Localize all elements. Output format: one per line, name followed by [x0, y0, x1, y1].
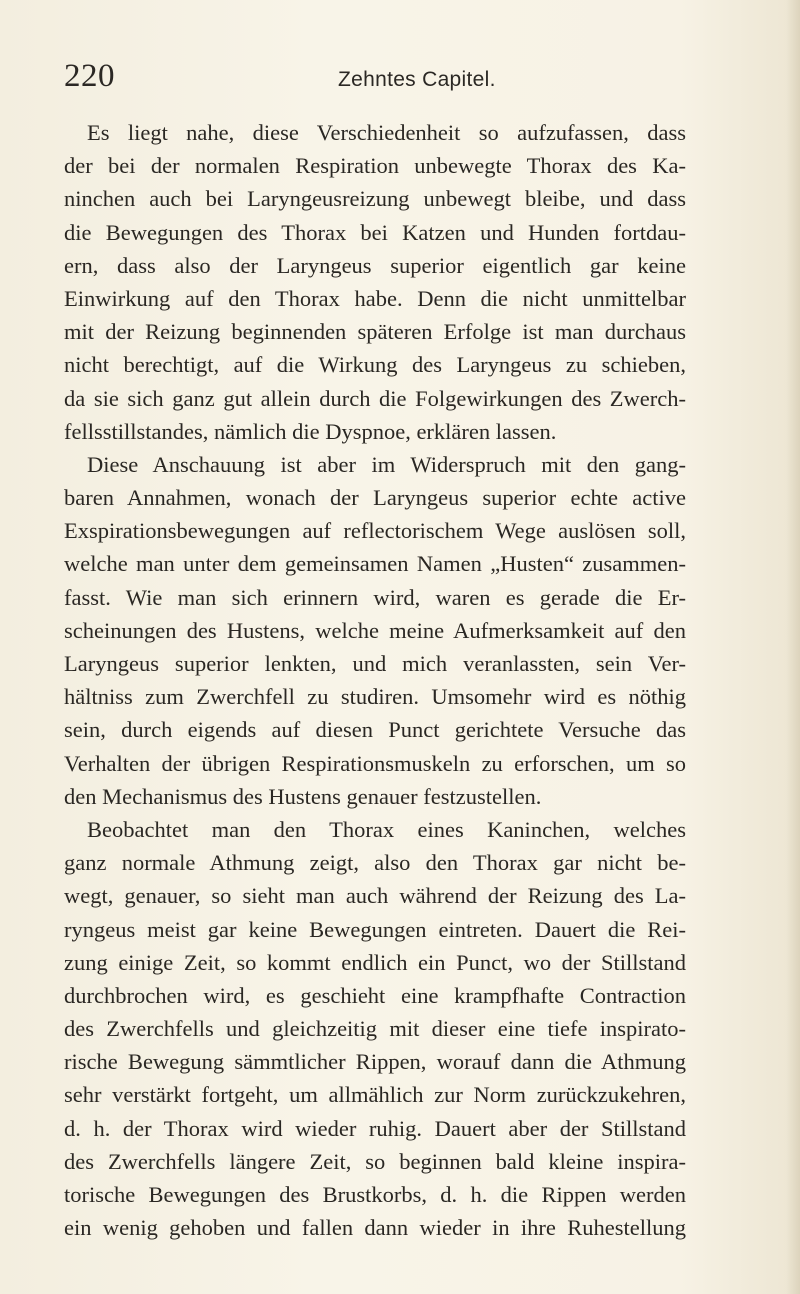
page-header	[64, 58, 664, 98]
text-line: nicht berechtigt, auf die Wirkung des Laryngeus zu schieben,	[64, 352, 686, 378]
page-number: 220	[64, 58, 115, 94]
text-line: Es liegt nahe, diese Verschiedenheit so aufzufassen, dass	[87, 120, 686, 145]
text-line: fellsstillstandes, nämlich die Dyspnoe, erklären lassen.	[64, 418, 557, 444]
text-line: des Zwerchfells und gleichzeitig mit dieser eine tiefe inspirato-	[64, 1016, 686, 1042]
text-line: da sie sich ganz gut allein durch die Folgewirkungen des Zwerch-	[64, 385, 686, 411]
text-line: durchbrochen wird, es geschieht eine krampfhafte Contraction	[64, 982, 686, 1008]
text-line: mit der Reizung beginnenden späteren Erfolge ist man durchaus	[64, 319, 686, 345]
text-line: d. h. der Thorax wird wieder ruhig. Dauert aber der Stillstand	[64, 1115, 686, 1141]
text-line: baren Annahmen, wonach der Laryngeus superior echte active	[64, 485, 686, 511]
text-line: den Mechanismus des Hustens genauer festzustellen.	[64, 783, 542, 809]
text-line: ryngeus meist gar keine Bewegungen eintreten. Dauert die Rei-	[64, 916, 686, 942]
text-line: des Zwerchfells längere Zeit, so beginnen bald kleine inspira-	[64, 1148, 686, 1174]
text-line: zung einige Zeit, so kommt endlich ein Punct, wo der Stillstand	[64, 949, 686, 975]
text-line: Verhalten der übrigen Respirationsmuskeln zu erforschen, um so	[64, 750, 686, 776]
text-line: scheinungen des Hustens, welche meine Aufmerksamkeit auf den	[64, 617, 686, 643]
text-line: die Bewegungen des Thorax bei Katzen und Hunden fortdau-	[64, 219, 686, 245]
page-edge-shadow	[786, 0, 800, 1294]
text-line: der bei der normalen Respiration unbewegte Thorax des Ka-	[64, 153, 686, 179]
text-line: ein wenig gehoben und fallen dann wieder in ihre Ruhestellung	[64, 1215, 686, 1241]
text-line: fasst. Wie man sich erinnern wird, waren es gerade die Er-	[64, 584, 686, 610]
text-line: ganz normale Athmung zeigt, also den Thorax gar nicht be-	[64, 850, 686, 876]
text-line: welche man unter dem gemeinsamen Namen „Husten“ zusammen-	[64, 551, 686, 577]
running-title: Zehntes Capitel.	[338, 68, 496, 91]
text-line: Einwirkung auf den Thorax habe. Denn die nicht unmittelbar	[64, 285, 686, 311]
text-line: Beobachtet man den Thorax eines Kaninchen, welches	[87, 816, 686, 842]
text-line: torische Bewegungen des Brustkorbs, d. h. die Rippen werden	[64, 1182, 686, 1207]
text-line: sehr verstärkt fortgeht, um allmählich zur Norm zurückzukehren,	[64, 1082, 686, 1108]
body-text	[64, 116, 686, 1244]
text-line: Exspirationsbewegungen auf reflectorischem Wege auslösen soll,	[64, 518, 686, 544]
text-line: sein, durch eigends auf diesen Punct gerichtete Versuche das	[64, 717, 686, 743]
text-line: Diese Anschauung ist aber im Widerspruch mit den gang-	[87, 451, 686, 477]
text-line: ninchen auch bei Laryngeusreizung unbewegt bleibe, und dass	[64, 186, 686, 212]
text-line: wegt, genauer, so sieht man auch während der Reizung des La-	[64, 883, 686, 909]
text-line: hältniss zum Zwerchfell zu studiren. Umsomehr wird es nöthig	[64, 684, 686, 710]
text-line: ern, dass also der Laryngeus superior eigentlich gar keine	[64, 252, 686, 278]
text-line: Laryngeus superior lenkten, und mich veranlassten, sein Ver-	[64, 651, 686, 676]
text-line: rische Bewegung sämmtlicher Rippen, worauf dann die Athmung	[64, 1049, 686, 1075]
